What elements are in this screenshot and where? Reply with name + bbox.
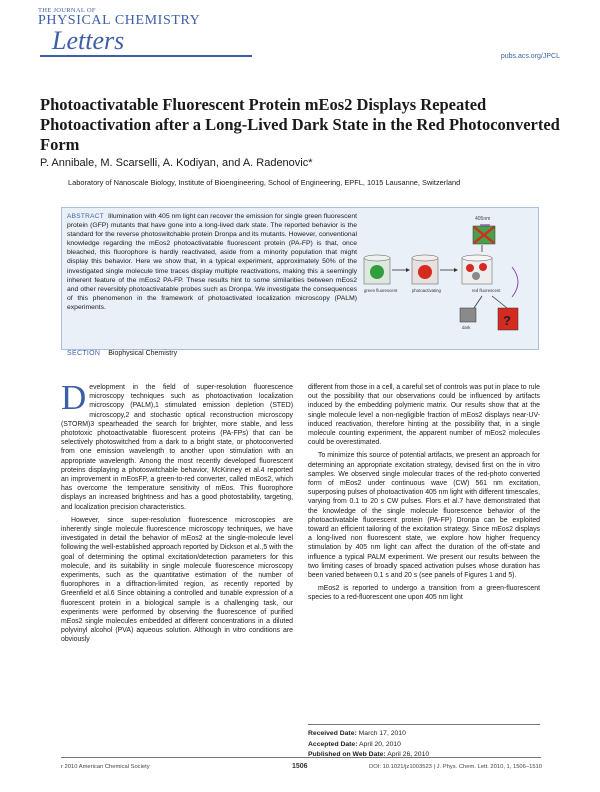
abstract-text	[67, 212, 357, 312]
right-paragraph-3: mEos2 is reported to undergo a transition from a green-fluorescent species to a red-fluorescent one upon 405 nm light	[308, 585, 540, 602]
arrow-down-right	[492, 296, 507, 308]
right-paragraph-1: different from those in a cell, a careful set of controls was put in place to rule out the possibility that our observations could be influenced by artifacts induced by the embedding polymeric matrix. Our results show that at the single molecule level a non-negligible fraction of mEos2 displays near-UV-induced reactivation, therefore hinting at the possibility that, in a single molecule counting experiment, the apparent number of mEos2 molecules could be overestimated.	[308, 384, 540, 447]
logo-rule	[40, 55, 252, 57]
journal-logo-line2: PHYSICAL CHEMISTRY	[38, 13, 201, 28]
article-dates	[308, 724, 540, 761]
abstract-label: ABSTRACT	[67, 213, 105, 220]
section-value: Biophysical Chemistry	[108, 350, 178, 357]
dark-box	[460, 308, 476, 322]
arrow-down-left	[474, 296, 482, 308]
footer-doi[interactable]: DOI: 10.1021/jz1003523 | J. Phys. Chem. Lett. 2010, 1, 1506–1510	[369, 764, 542, 770]
footer-page-number: 1506	[292, 763, 308, 770]
accepted-date-row: Accepted Date: April 20, 2010	[308, 740, 401, 748]
question-mark: ?	[503, 313, 511, 328]
toc-figure	[362, 212, 532, 344]
body-left-column	[61, 378, 293, 649]
right-paragraph-2: To minimize this source of potential artifacts, we present an approach for determining an appropriate excitation strategy, devised first on the in vitro samples. We observed single molecular traces of the red-photo converted form of mEos2 under continuous wave (CW) 561 nm excitation, superposing pulses of photoactivation 405 nm light with different timescales, varying from 0.1 to 20 s CW pulses. Flors et al.7 have demonstrated that the knowledge of the single molecule fluorescence behavior of the photoactivatable fluorescent protein (PA-FP) Dronpa can be exploited toward an efficient tailoring of the excitation strategy. Since mEos2 displays a long-lived non fluorescent state, we explore how higher frequency stimulation by 405 nm light can affect the duration of the off-state and influence a typical PALM experiment. We present our results between the two limiting cases of broadly spaced activation pulses whose duration has been varied between 0.1 s and 20 s (see panels of Figures 1 and 5).	[308, 452, 540, 580]
left-paragraph-2: However, since super-resolution fluorescence microscopies are inherently single molecule fluorescence microscopy techniques, we have investigated in detail the behavior of mEos2 at the single-molecule level following the well-established approach reported by Dickson et al.,5 with the goal of determining the optimal excitation/detection parameters for this molecule, and its suitability in single molecule fluorescence microscopy experiments, such as the quantitative estimation of the number of fluorophores in a diffraction-limited region, as recently reported by Greenfield et al.6 Since obtaining a controlled and tunable expression of a fluorescent protein in a biological sample is a challenging task, our experiments were performed by observing the fluorescence of purified mEos2 single molecules embedded at different concentrations in a diluted polyvinyl alcohol (PVA) aqueous solution. Although in vitro conditions are obviously	[61, 516, 293, 644]
reactivation-arrow	[512, 267, 518, 297]
footer-copyright: r 2010 American Chemical Society	[61, 764, 150, 770]
photo-label: photoactivating	[412, 288, 441, 293]
abstract-body: Illumination with 405 nm light can recover the emission for single green fluorescent protein (GFP) mutants that have gone into a long-lived dark state. The reported behavior is the standard for the reverse photoswitchable protein Dronpa and its mutants. However, conventional knowledge regarding the mEos2 photoactivatable fluorescent protein (PA-FP) is that, once bleached, this fluorophore is hardly reactivated, aside from a minority population that might display this behavior. Here we show that, in a typical experiment, approximately 50% of the investigated single molecule time traces display multiple reactivations, making this a seemingly inherent feature of the mEos2 PA-FP. These results hint to some similarities between mEos2 and other reversibly photoactivatable probes such as Dronpa. We investigate the consequences of this phenomenon in the framework of photoactivated localization microscopy (PALM) experiments.	[67, 213, 357, 311]
green-label: green fluorescent	[364, 288, 398, 293]
section-line	[67, 350, 177, 357]
article-title: Photoactivatable Fluorescent Protein mEos2 Displays Repeated Photoactivation after a Long-Lived Dark State in the Red Photoconverted Form	[40, 95, 560, 154]
cylinder-red	[412, 255, 438, 284]
left-paragraph-1: Development in the field of super-resolution fluorescence microscopy techniques such as photoactivation localization microscopy (PALM),1 stimulated emission depletion (STED) microscopy,2 and stochastic optical reconstruction microscopy (STORM)3 spearheaded the search for brighter, more stable, and less phototoxic photoactivatable fluorescent proteins (PA-FPs) that can be selectively photoswitched from a dark to a bright state, or photoconverted from one emission wavelength to another upon stimulation with an appropriate wavelength. Among the most recently developed fluorescent proteins displaying a photoswitchable behavior, McKinney et al.4 reported an improvement in mEosFP, a green-to-red converter, called mEos2, which has overcome the temperature sensitivity of mEos. This fluorophore displays an increased brightness and has a good photostability, targeting, and localization precision characteristics.	[61, 378, 293, 511]
body-right-column	[308, 383, 540, 607]
dark-label: dark	[462, 325, 471, 330]
cylinder-multi	[462, 255, 492, 284]
footer-rule	[61, 757, 541, 758]
red-label: red fluorescent	[472, 288, 501, 293]
dropcap: D	[61, 378, 87, 417]
journal-logo-line1: THE JOURNAL OF	[38, 7, 96, 14]
article-affiliation: Laboratory of Nanoscale Biology, Institute of Bioengineering, School of Engineering, EPFL, 1015 Lausanne, Switzerland	[68, 178, 461, 187]
journal-url[interactable]: pubs.acs.org/JPCL	[500, 53, 560, 60]
article-authors: P. Annibale, M. Scarselli, A. Kodiyan, and A. Radenovic*	[40, 157, 313, 169]
received-date-row: Received Date: March 17, 2010	[308, 730, 406, 737]
uv-label: 405nm	[475, 216, 491, 222]
journal-logo-line3: Letters	[52, 26, 125, 55]
cylinder-green	[364, 255, 390, 284]
section-label: SECTION	[67, 350, 101, 357]
published-date-row: Published on Web Date: April 26, 2010	[308, 751, 430, 758]
